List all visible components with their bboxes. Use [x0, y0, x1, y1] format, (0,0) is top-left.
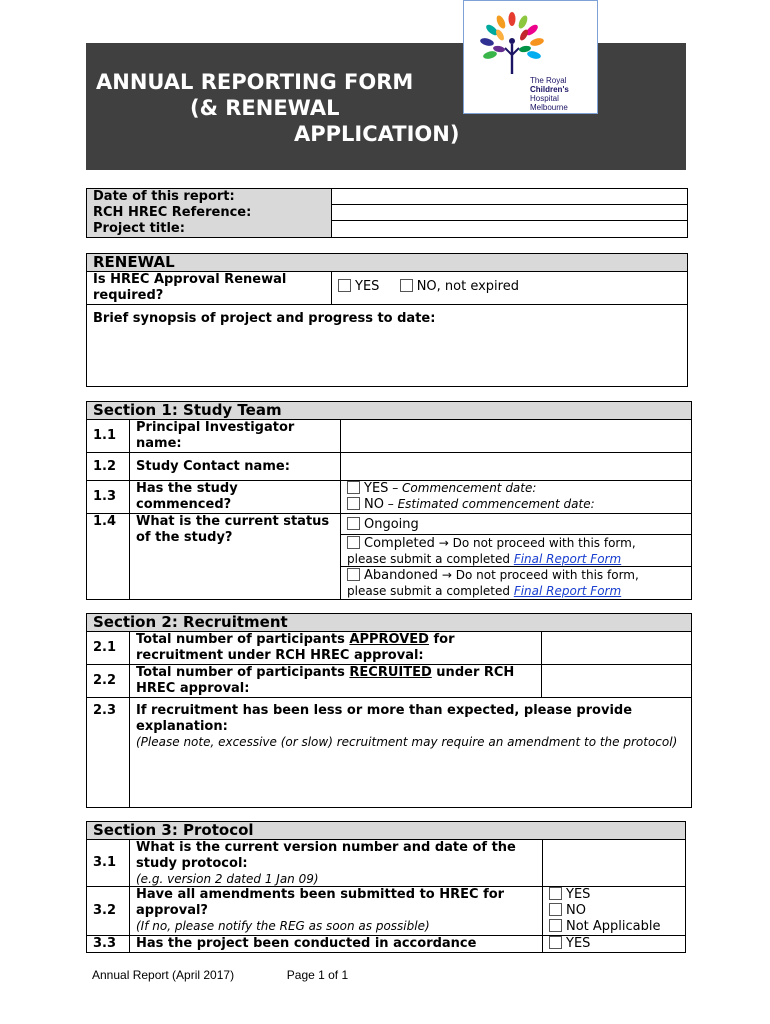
q2-1-key: APPROVED [349, 632, 429, 647]
q3-3-number: 3.3 [87, 936, 130, 953]
renewal-question: Is HREC Approval Renewal required? [87, 272, 332, 305]
renewal-options [332, 272, 688, 305]
commenced-yes-checkbox[interactable] [347, 481, 360, 494]
q1-1-number: 1.1 [87, 420, 130, 453]
q3-2-note: (If no, please notify the REG as soon as possible) [136, 919, 430, 933]
section2-heading: Section 2: Recruitment [87, 614, 692, 632]
section1-table [86, 401, 692, 600]
q3-2-cell [130, 887, 543, 936]
amend-yes-checkbox[interactable] [549, 887, 562, 900]
q2-2-label [130, 665, 542, 698]
renewal-yes-label: YES [355, 279, 380, 294]
status-completed-label: Completed [364, 536, 435, 551]
q1-1-label: Principal Investigator name: [130, 420, 341, 453]
completed-note: → Do not proceed with this form, [434, 536, 636, 550]
commenced-no-label: NO [364, 497, 384, 512]
project-title-field[interactable] [332, 221, 687, 237]
form-title-line2: (& RENEWAL [190, 96, 340, 120]
q2-2-pre: Total number of participants [136, 665, 350, 680]
recruitment-explanation-field[interactable] [130, 698, 692, 808]
q2-1-pre: Total number of participants [136, 632, 350, 647]
abandoned-submit-text: please submit a completed [347, 584, 514, 598]
synopsis-field[interactable] [87, 305, 688, 387]
q2-1-number: 2.1 [87, 632, 130, 665]
report-info-labels [87, 189, 332, 238]
section2-table [86, 613, 692, 808]
section1-heading: Section 1: Study Team [87, 402, 692, 420]
hospital-logo [463, 0, 598, 114]
commenced-options [341, 481, 692, 514]
date-label: Date of this report: [93, 189, 235, 204]
q3-2-label: Have all amendments been submitted to HREC for approval? [136, 887, 505, 918]
commenced-yes-label: YES [364, 481, 389, 496]
reference-label: RCH HREC Reference: [93, 205, 252, 220]
q2-3-number: 2.3 [87, 698, 130, 808]
q3-1-label: What is the current version number and date of the study protocol: [136, 840, 516, 871]
amend-na-checkbox[interactable] [549, 919, 562, 932]
q3-2-number: 3.2 [87, 887, 130, 936]
q3-1-number: 3.1 [87, 840, 130, 887]
pi-name-field[interactable] [341, 420, 692, 453]
report-info-fields[interactable] [332, 189, 688, 238]
report-info-table [86, 188, 688, 238]
status-ongoing-label: Ongoing [364, 517, 419, 532]
accordance-yes-checkbox[interactable] [549, 936, 562, 949]
q1-3-label: Has the study commenced? [130, 481, 341, 514]
q1-2-number: 1.2 [87, 453, 130, 481]
reference-field[interactable] [332, 205, 687, 221]
amend-no-checkbox[interactable] [549, 903, 562, 916]
q2-3-note: (Please note, excessive (or slow) recruitment may require an amendment to the protocol) [136, 735, 678, 749]
amendments-options [543, 887, 686, 936]
logo-text-line1: The Royal [530, 76, 567, 85]
form-title-line3: APPLICATION) [294, 122, 460, 146]
logo-text-line3: Hospital [530, 94, 559, 103]
final-report-link-1[interactable]: Final Report Form [513, 552, 622, 566]
renewal-heading: RENEWAL [87, 254, 688, 272]
logo-text-line4: Melbourne [530, 103, 568, 112]
abandoned-note: → Do not proceed with this form, [438, 568, 639, 582]
q2-2-post: under RCH HREC approval: [136, 665, 515, 696]
page-footer [92, 968, 348, 982]
renewal-table [86, 253, 688, 387]
renewal-no-checkbox[interactable] [400, 279, 413, 292]
status-abandoned-label: Abandoned [364, 568, 439, 583]
q1-4-label: What is the current status of the study? [130, 514, 341, 600]
footer-document-name: Annual Report (April 2017) [92, 968, 235, 982]
amend-no-label: NO [566, 903, 586, 918]
renewal-yes-checkbox[interactable] [338, 279, 351, 292]
q3-1-cell [130, 840, 543, 887]
q1-4-number: 1.4 [87, 514, 130, 600]
form-title-line1: ANNUAL REPORTING FORM [96, 70, 414, 94]
status-options [341, 514, 692, 600]
logo-text-line2: Children's [530, 85, 569, 94]
status-abandoned-checkbox[interactable] [347, 568, 360, 581]
q1-2-label: Study Contact name: [130, 453, 341, 481]
q3-1-note: (e.g. version 2 dated 1 Jan 09) [136, 872, 319, 886]
date-field[interactable] [332, 189, 687, 205]
commencement-date-label: – Commencement date: [388, 481, 537, 495]
renewal-no-label: NO, not expired [416, 279, 519, 294]
accordance-yes-label: YES [566, 936, 591, 951]
recruited-count-field[interactable] [542, 665, 692, 698]
amend-na-label: Not Applicable [566, 919, 661, 934]
q3-3-label: Has the project been conducted in accordance [130, 936, 543, 953]
estimated-date-label: – Estimated commencement date: [383, 497, 595, 511]
q2-1-post: for recruitment under RCH HREC approval: [136, 632, 455, 663]
section3-table [86, 821, 686, 953]
status-completed-checkbox[interactable] [347, 536, 360, 549]
status-ongoing-checkbox[interactable] [347, 517, 360, 530]
contact-name-field[interactable] [341, 453, 692, 481]
q2-1-label [130, 632, 542, 665]
final-report-link-2[interactable]: Final Report Form [513, 584, 622, 598]
q2-3-label: If recruitment has been less or more than expected, please provide explanation: [136, 703, 633, 734]
q2-2-key: RECRUITED [349, 665, 432, 680]
project-title-label: Project title: [93, 221, 185, 236]
amend-yes-label: YES [566, 887, 591, 902]
section3-heading: Section 3: Protocol [87, 822, 686, 840]
protocol-version-field[interactable] [543, 840, 686, 887]
accordance-options [543, 936, 686, 953]
synopsis-label: Brief synopsis of project and progress to date: [93, 311, 436, 326]
completed-submit-text: please submit a completed [347, 552, 514, 566]
approved-count-field[interactable] [542, 632, 692, 665]
q2-2-number: 2.2 [87, 665, 130, 698]
q1-3-number: 1.3 [87, 481, 130, 514]
footer-page-number: Page 1 of 1 [286, 968, 349, 982]
commenced-no-checkbox[interactable] [347, 497, 360, 510]
